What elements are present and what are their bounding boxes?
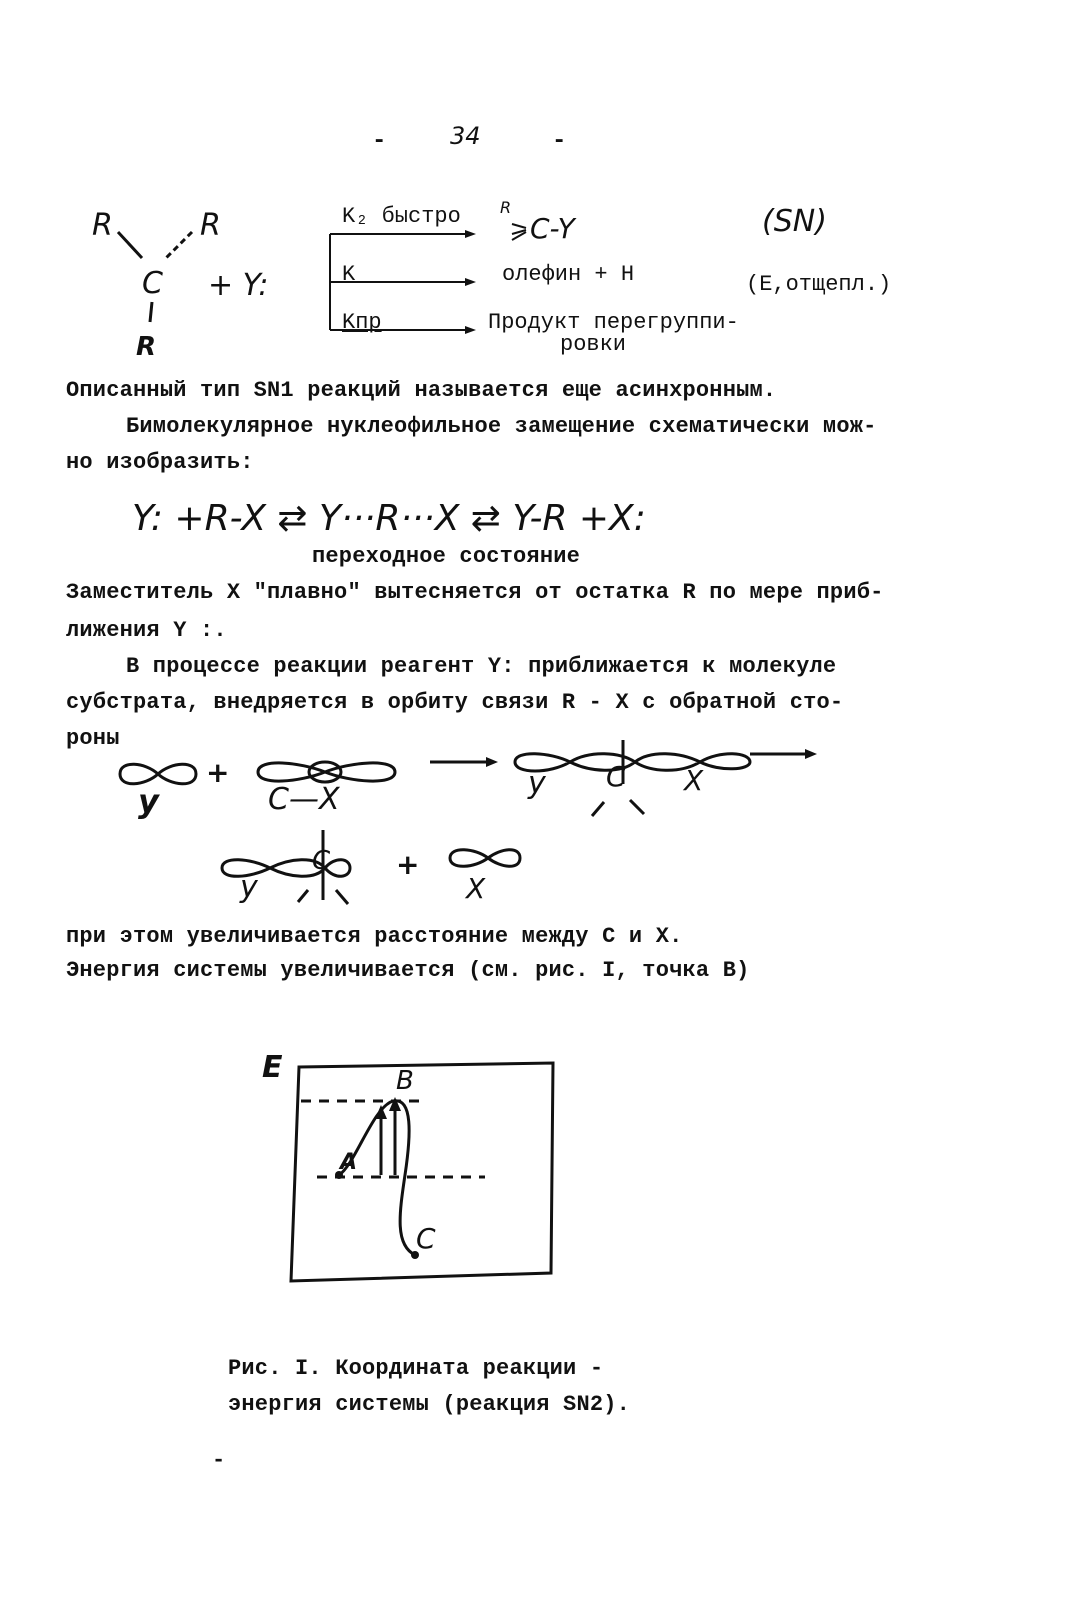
- paragraph-bimolecular-line1: Бимолекулярное нуклеофильное замещение схематически мож-: [126, 414, 877, 439]
- paragraph-asynchronous: Описанный тип SN1 реакций называется еще асинхронным.: [66, 378, 777, 403]
- sn1-substituent-bottom: R: [136, 332, 157, 362]
- energy-point-b: B: [396, 1066, 414, 1096]
- orbital-plus2: +: [396, 848, 420, 881]
- orbital-plus1: +: [206, 756, 230, 789]
- orbital-label-c2: C: [606, 760, 626, 793]
- sn1-path-fast-r: R: [500, 198, 512, 217]
- page-dash-right: -: [552, 128, 567, 155]
- sn1-path-rearr-line2: ровки: [560, 332, 627, 357]
- sn1-path-elim-product: олефин + H: [502, 262, 635, 287]
- energy-axis-label: E: [262, 1050, 283, 1085]
- figure-caption-line1: Рис. I. Координата реакции -: [228, 1356, 604, 1381]
- paragraph-substituent-line1: Заместитель X "плавно" вытесняется от остатка R по мере приб-: [66, 580, 884, 605]
- sn1-path-elim-label: K: [342, 262, 356, 287]
- orbital-label-y1: y: [138, 782, 159, 820]
- paragraph-bimolecular-line2: но изобразить:: [66, 450, 254, 475]
- orbital-label-x3: X: [466, 872, 486, 905]
- sn1-center-atom: C: [142, 266, 163, 301]
- paragraph-process-line2: субстрата, внедряется в орбиту связи R - X с обратной сто-: [66, 690, 844, 715]
- orbital-label-x2: X: [684, 764, 704, 797]
- sn1-substituent-top-right: R: [200, 208, 221, 243]
- paragraph-distance-line1: при этом увеличивается расстояние между C и X.: [66, 924, 683, 949]
- orbital-label-c3: C: [312, 846, 331, 876]
- sn1-path-rearr-line1: Продукт перегруппи-: [488, 310, 739, 335]
- sn1-path-elim-type: (E,отщепл.): [746, 272, 892, 297]
- energy-point-a: A: [340, 1150, 358, 1175]
- paragraph-distance-line2: Энергия системы увеличивается (см. рис. I, точка В): [66, 958, 750, 983]
- sn1-reagent: + Y:: [208, 268, 269, 303]
- sn1-path-fast-type: (SN): [762, 204, 827, 239]
- sn1-path-fast-product: C-Y: [530, 212, 575, 245]
- orbital-label-y3: y: [240, 870, 258, 905]
- orbital-label-y2: y: [528, 766, 546, 801]
- energy-point-c: C: [416, 1222, 436, 1255]
- paragraph-process-line3: роны: [66, 726, 120, 751]
- paragraph-substituent-line2: лижения Y :.: [66, 618, 227, 643]
- sn1-path-rearr-label: Kпр: [342, 310, 382, 335]
- page-dash-left: -: [372, 128, 387, 155]
- page-bottom-dash: -: [212, 1448, 226, 1473]
- orbital-substrate: C—X: [268, 782, 340, 817]
- page-number: 34: [450, 122, 481, 150]
- sn2-equation: Y: +R-X ⇄ Y···R···X ⇄ Y-R +X:: [132, 498, 646, 539]
- energy-diagram: [255, 1045, 575, 1295]
- paragraph-process-line1: В процессе реакции реагент Y: приближается к молекуле: [126, 654, 837, 679]
- sn1-path-fast-label: K₂ быстро: [342, 204, 461, 229]
- figure-caption-line2: энергия системы (реакция SN2).: [228, 1392, 631, 1417]
- transition-state-label: переходное состояние: [312, 544, 581, 569]
- sn1-substituent-top-left: R: [92, 208, 113, 243]
